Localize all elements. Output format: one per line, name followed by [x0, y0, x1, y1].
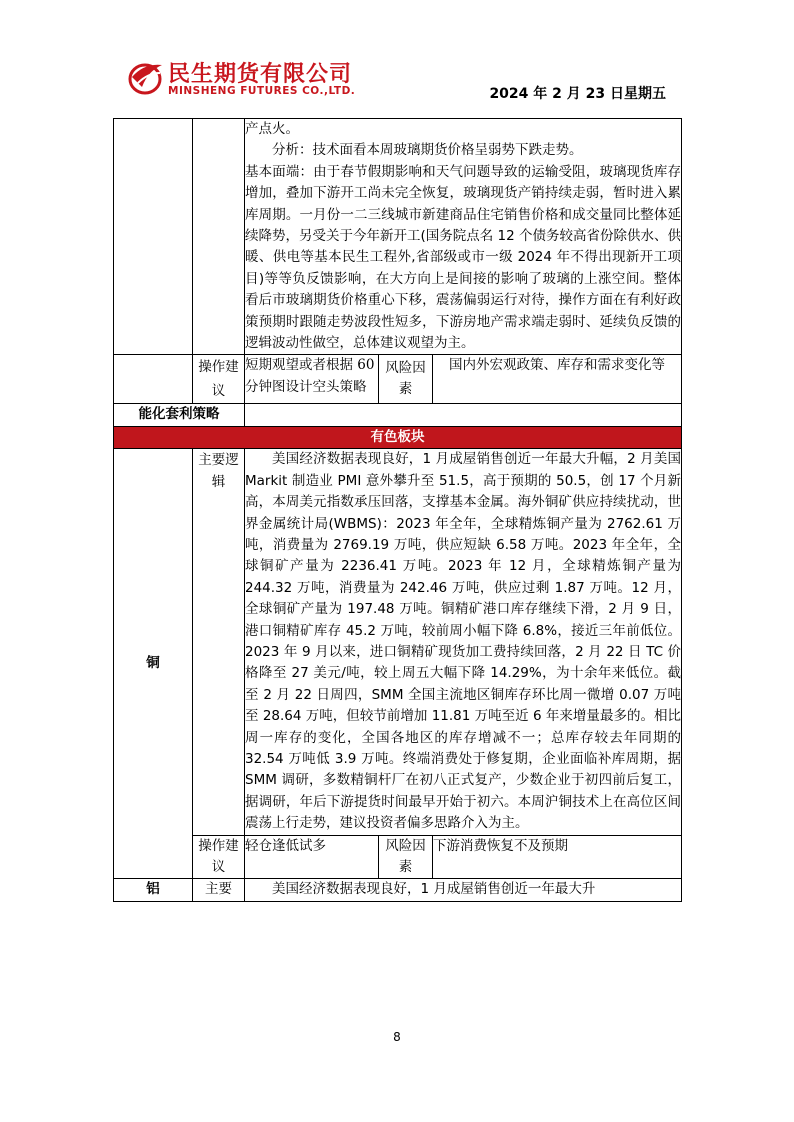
company-logo	[128, 57, 358, 103]
glass-operation-row	[114, 355, 682, 404]
section-header-row	[114, 426, 682, 448]
logic-label: 主要	[193, 879, 245, 901]
copper-operation-row	[114, 835, 682, 879]
aluminum-name: 铝	[114, 879, 193, 901]
glass-analysis-text: 分析：技术面看本周玻璃期货价格呈弱势下跌走势。	[272, 142, 583, 159]
page-number: 8	[393, 1030, 401, 1044]
copper-name: 铜	[114, 449, 193, 879]
glass-cont-line: 产点火。	[245, 121, 299, 137]
risk-label: 风险因素	[379, 835, 433, 879]
risk-text: 国内外宏观政策、库存和需求变化等	[433, 355, 682, 404]
energy-strategy-label: 能化套利策略	[114, 404, 245, 426]
operation-text: 轻仓逢低试多	[245, 835, 379, 879]
report-table	[113, 118, 682, 902]
operation-label: 操作建议	[193, 835, 245, 879]
page-header	[0, 0, 794, 118]
glass-analysis-row	[114, 119, 682, 355]
company-name-cn: 民生期货有限公司	[168, 62, 353, 87]
minsheng-logo-icon	[128, 57, 164, 97]
glass-fundamentals-text: 基本面端：由于春节假期影响和天气问题导致的运输受阻，玻璃现货库存增加，叠加下游开工尚未完全恢复，玻璃现货产销持续走弱，暂时进入累库周期。一月份一二三线城市新建商品住宅销售价格和成交量同比整体延续降势，另受关于今年新开工(国务院点名 12 个债务较高省份除供水、供暖、供电等基本民生工程外,省部级或市一级 2024 年不得出现新开工项目)等等负反馈影响，在大方向上是间接的影响了玻璃的上涨空间。整体看后市玻璃期货价格重心下移，震荡偏弱运行对待，操作方面在有利好政策预期时跟随走势波段性短多，下游房地产需求端走弱时、延续负反馈的逻辑波动性做空，总体建议观望为主。	[245, 163, 682, 352]
risk-text: 下游消费恢复不及预期	[433, 835, 682, 879]
company-name-en: MINSHENG FUTURES CO.,LTD.	[168, 85, 356, 97]
logic-label: 主要逻辑	[193, 449, 245, 835]
operation-label: 操作建议	[193, 355, 245, 404]
empty-sub-cell	[193, 119, 245, 355]
section-title: 有色板块	[114, 426, 682, 448]
aluminum-logic-text: 美国经济数据表现良好，1 月成屋销售创近一年最大升	[245, 879, 682, 901]
report-date: 2024 年 2 月 23 日星期五	[489, 86, 666, 102]
empty-category-cell	[114, 119, 193, 355]
empty-category-cell	[114, 355, 193, 404]
glass-analysis-cell	[245, 119, 682, 355]
risk-label: 风险因素	[379, 355, 433, 404]
energy-strategy-text	[245, 404, 682, 426]
aluminum-logic-row	[114, 879, 682, 901]
copper-logic-row	[114, 449, 682, 835]
energy-strategy-row	[114, 404, 682, 426]
copper-logic-text: 美国经济数据表现良好，1 月成屋销售创近一年最大升幅，2 月美国 Markit 制造业 PMI 意外攀升至 51.5，高于预期的 50.5，创 17 个月新高，本周美元指数承压回落，支撑基本金属。海外铜矿供应持续扰动，世界金属统计局(WBMS)：2023 年全年，全球精炼铜产量为 2762.61 万吨，消费量为 2769.19 万吨，供应短缺 6.58 万吨。2023 年全年，全球铜矿产量为 2236.41 万吨。2023 年 12 月，全球精炼铜产量为 244.32 万吨，消费量为 242.46 万吨，供应过剩 1.87 万吨。12 月，全球铜矿产量为 197.48 万吨。铜精矿港口库存继续下滑，2 月 9 日，港口铜精矿库存 45.2 万吨，较前周小幅下降 6.8%，接近三年前低位。2023 年 9 月以来，进口铜精矿现货加工费持续回落，2 月 22 日 TC 价格降至 27 美元/吨，较上周五大幅下降 14.29%，为十余年来低位。截至 2 月 22 日周四，SMM 全国主流地区铜库存环比周一微增 0.07 万吨至 28.64 万吨，但较节前增加 11.81 万吨至近 6 年来增量最多的。相比周一库存的变化，全国各地区的库存增减不一；总库存较去年同期的 32.54 万吨低 3.9 万吨。终端消费处于修复期，企业面临补库周期，据 SMM 调研，多数精铜杆厂在初八正式复产，少数企业于初四前后复工，据调研，年后下游提货时间最早开始于初六。本周沪铜技术上在高位区间震荡上行走势，建议投资者偏多思路介入为主。	[245, 449, 682, 835]
operation-text: 短期观望或者根据 60 分钟图设计空头策略	[245, 355, 379, 404]
